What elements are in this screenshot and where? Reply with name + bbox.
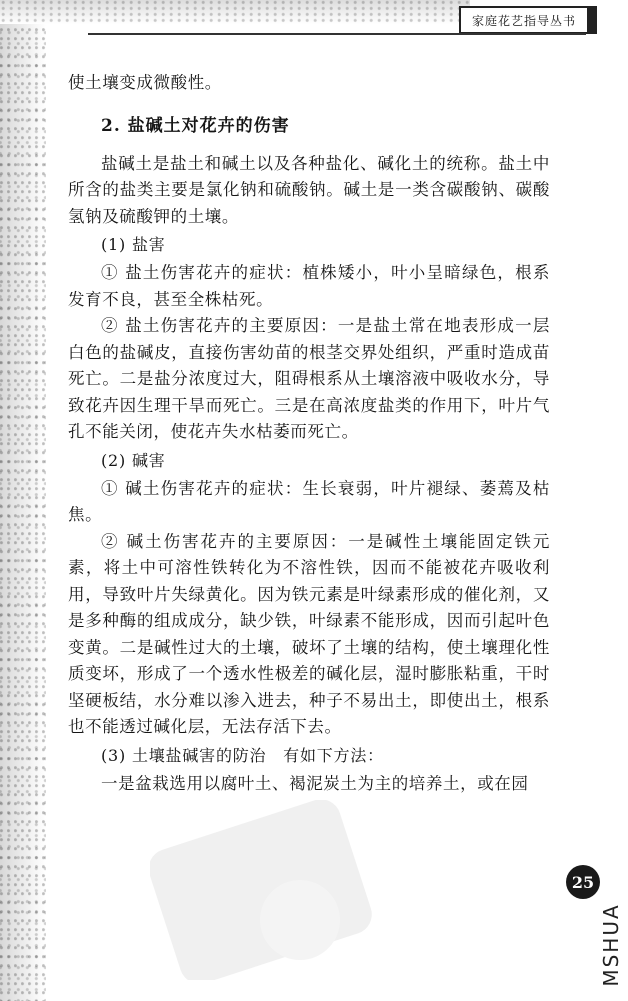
salt-causes-paragraph: ② 盐土伤害花卉的主要原因：一是盐土常在地表形成一层白色的盐碱皮，直接伤害幼苗的根茎交界处组织，严重时造成苗死亡。二是盐分浓度过大，阻碍根系从土壤溶液中吸收水分，导致花卉因生理干旱而死亡。三是在高浓度盐类的作用下，叶片气孔不能关闭，使花卉失水枯萎而死亡。 [68, 316, 550, 441]
intro-paragraph: 盐碱土是盐土和碱土以及各种盐化、碱化土的统称。盐土中所含的盐类主要是氯化钠和硫酸钠。碱土是一类含碳酸钠、碳酸氢钠及硫酸钾的土壤。 [68, 153, 550, 226]
scan-edge-shadow [0, 0, 46, 1001]
section-heading: 2. 盐碱土对花卉的伤害 [101, 115, 290, 136]
page-body [68, 70, 550, 797]
series-title: 家庭花艺指导丛书 [471, 13, 576, 28]
prevention-title: (3) 土壤盐碱害的防治 有如下方法： [101, 745, 384, 765]
prevention-paragraph: 一是盆栽选用以腐叶土、褐泥炭土为主的培养土，或在园 [101, 773, 529, 793]
salt-damage-title: (1) 盐害 [101, 235, 166, 254]
salt-symptoms-paragraph: ① 盐土伤害花卉的症状：植株矮小，叶小呈暗绿色，根系发育不良，甚至全株枯死。 [68, 263, 550, 309]
series-title-tag [459, 6, 597, 34]
watermark-seal-icon [150, 800, 380, 980]
alkali-damage-title: (2) 碱害 [101, 450, 166, 470]
header-rule [88, 33, 586, 35]
page-number-badge [566, 865, 600, 899]
side-watermark-label [596, 890, 626, 1000]
page-number: 25 [571, 872, 595, 892]
alkali-symptoms-paragraph: ① 碱土伤害花卉的症状：生长衰弱，叶片褪绿、萎蔫及枯焦。 [68, 478, 550, 524]
scan-top-shadow [0, 0, 470, 24]
continuation-text: 使土壤变成微酸性。 [68, 73, 222, 92]
alkali-causes-paragraph: ② 碱土伤害花卉的主要原因：一是碱性土壤能固定铁元素，将土中可溶性铁转化为不溶性铁，因而不能被花卉吸收利用，导致叶片失绿黄化。因为铁元素是叶绿素形成的催化剂，又是多种酶的组成成分，缺少铁，叶绿素不能形成，因而引起叶色变黄。二是碱性过大的土壤，破坏了土壤的结构，使土壤理化性质变坏，形成了一个透水性极差的碱化层，湿时膨胀粘重，干时坚硬板结，水分难以渗入进去，种子不易出土，即使出土，根系也不能透过碱化层，无法存活下去。 [68, 531, 550, 736]
side-watermark-text: MSHUA [599, 903, 623, 987]
